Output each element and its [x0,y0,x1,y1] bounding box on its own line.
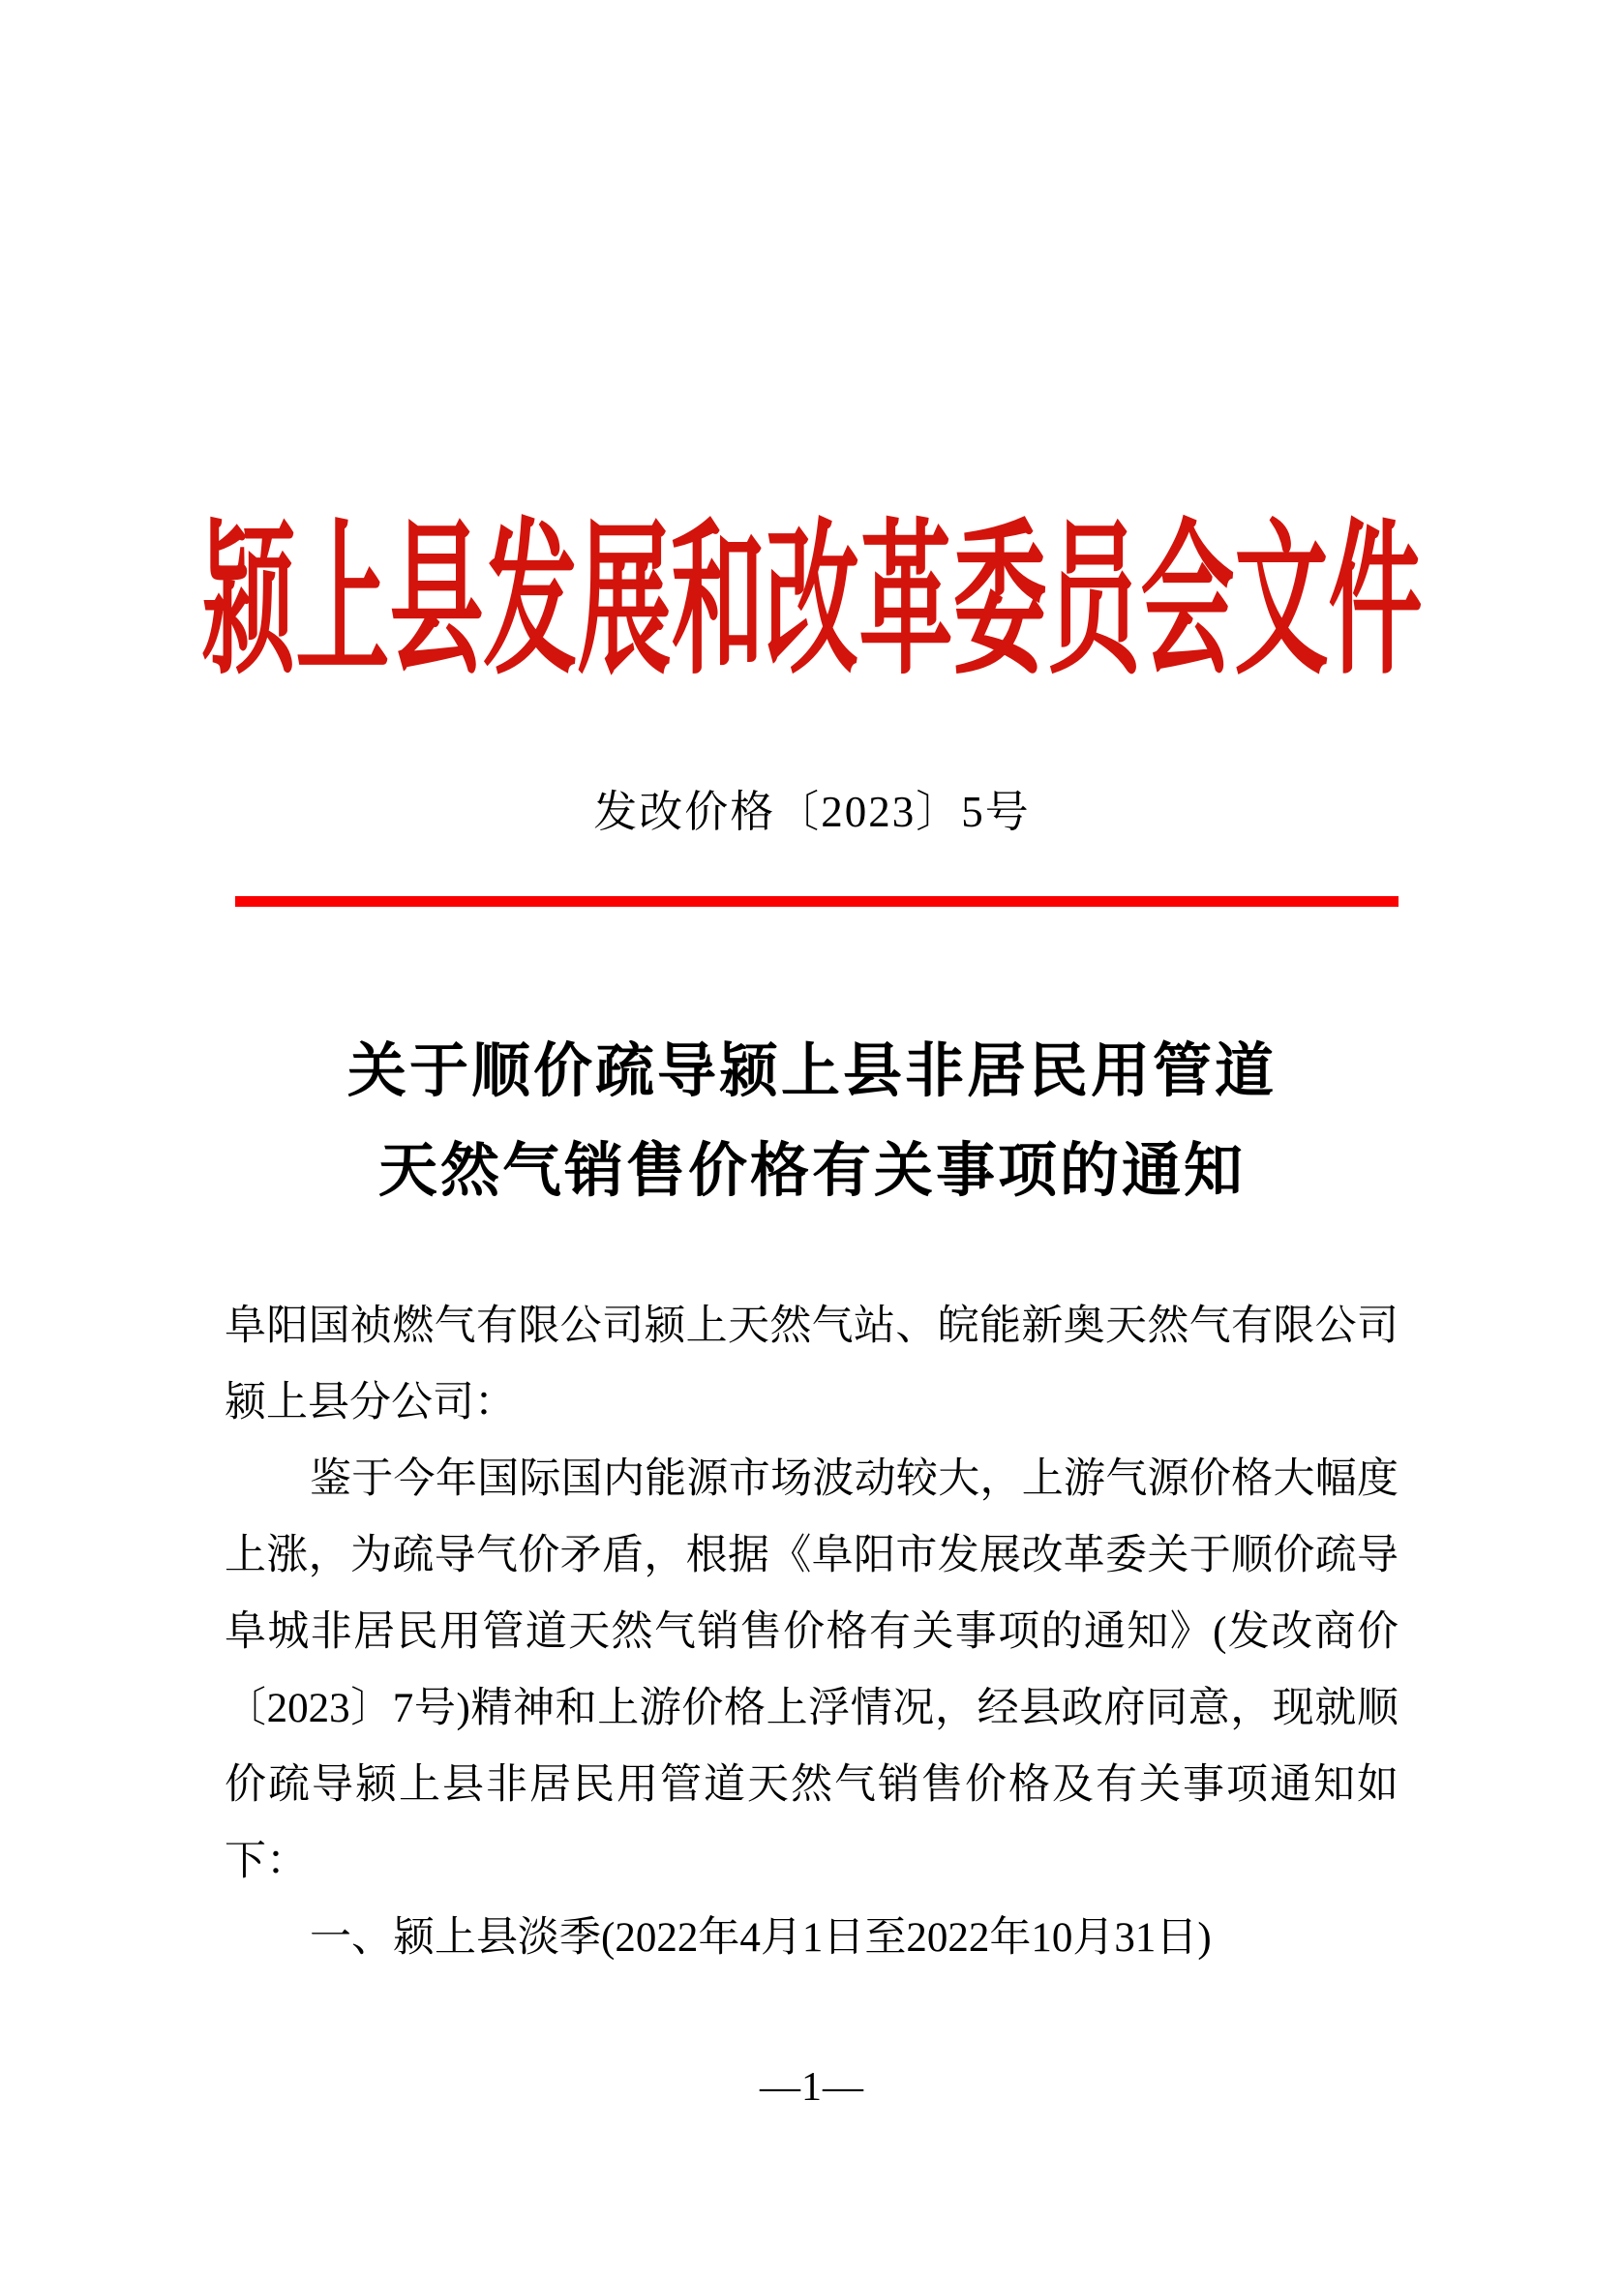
document-title-line-2: 天然气销售价格有关事项的通知 [377,1139,1246,1204]
page-number: —1— [760,2065,864,2110]
document-title [0,1022,1624,1221]
body-line: 下： [225,1839,308,1884]
body-paragraphs [225,1288,1398,1976]
body-line: 上涨，为疏导气价矛盾，根据《阜阳市发展改革委关于顺价疏导 [225,1533,1398,1578]
document-title-line-1: 关于顺价疏导颍上县非居民用管道 [346,1039,1277,1104]
body-line: 鉴于今年国际国内能源市场波动较大，上游气源价格大幅度 [310,1456,1398,1502]
body-line: 一、颍上县淡季(2022年4月1日至2022年10月31日) [310,1915,1212,1961]
body-line: 阜阳国祯燃气有限公司颍上天然气站、皖能新奥天然气有限公司 [225,1304,1398,1349]
agency-masthead-title: 颍上县发展和改革委员会文件 [201,509,1423,695]
body-line: 〔2023〕7号)精神和上游价格上浮情况，经县政府同意，现就顺 [225,1686,1398,1731]
red-divider-rule [235,896,1398,907]
body-line: 价疏导颍上县非居民用管道天然气销售价格及有关事项通知如 [225,1762,1398,1808]
document-number: 发改价格〔2023〕5号 [593,788,1031,836]
body-line: 阜城非居民用管道天然气销售价格有关事项的通知》(发改商价 [225,1609,1398,1655]
body-line: 颍上县分公司： [225,1380,516,1425]
